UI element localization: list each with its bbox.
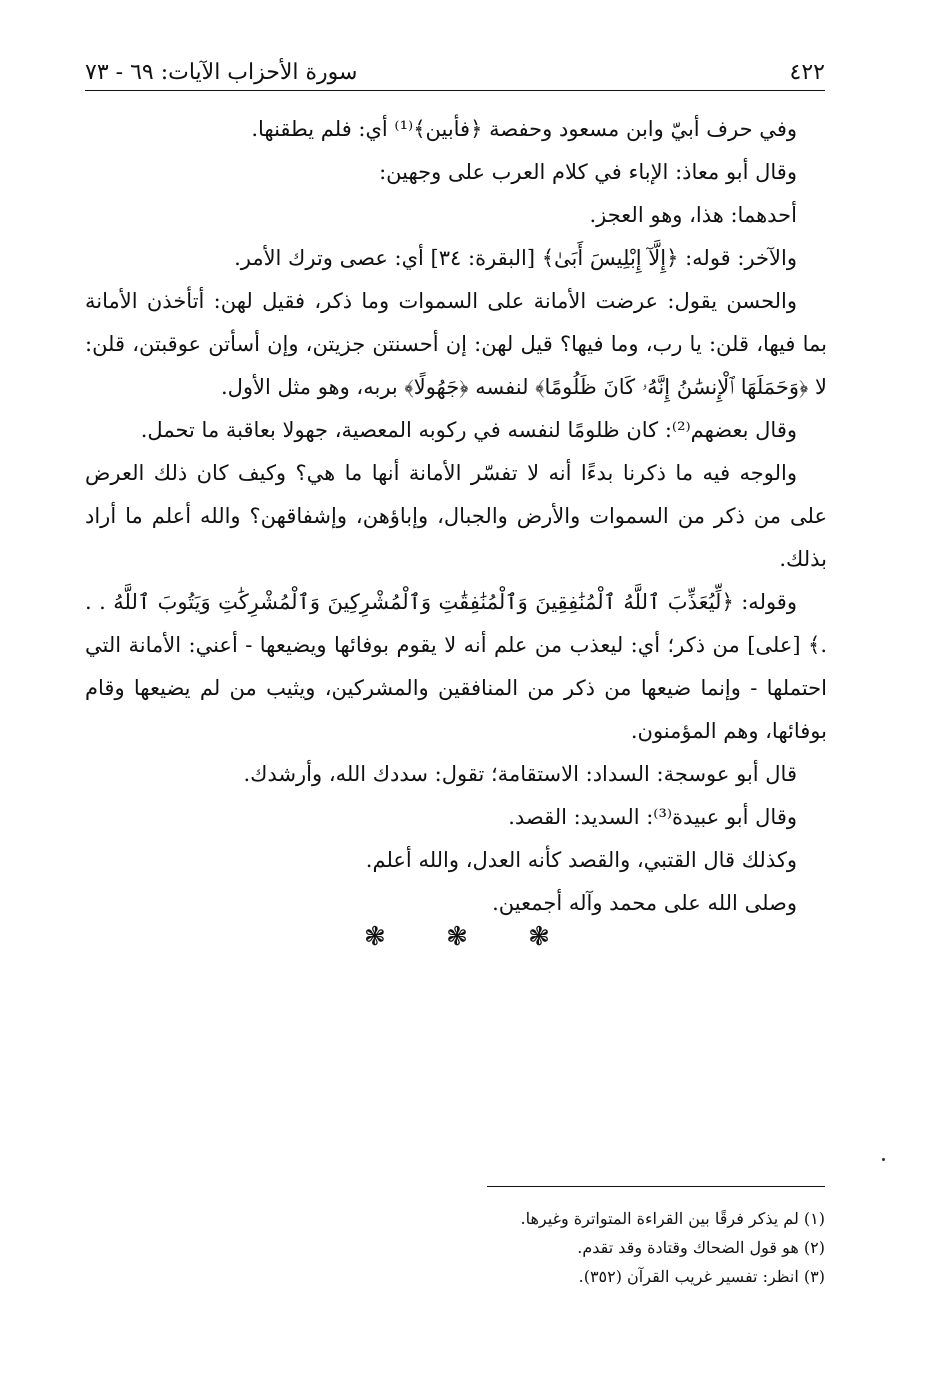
paragraph: وقال أبو معاذ: الإباء في كلام العرب على وجهين: [379, 160, 797, 184]
paragraph: والآخر: قوله: ﴿إِلَّآ إِبْلِيسَ أَبَىٰ﴾ [البقرة: ٣٤] أي: عصى وترك الأمر. [234, 246, 797, 270]
paragraph: والحسن يقول: عرضت الأمانة على السموات وما ذكر، فقيل لهن: أتأخذن الأمانة بما فيها، قلن: يا رب، وما فيها؟ قيل لهن: إن أحسنتن جزيتن، وإن أسأتن عوقبتن، قلن: لا ﴿وَحَمَلَهَا ٱلْإِنسَٰنُ إِنَّهُۥ كَانَ ظَلُومًا﴾ لنفسه ﴿جَهُولًا﴾ بربه، وهو مثل الأول. [85, 289, 827, 399]
footnote-item: (٢) هو قول الضحاك وقتادة وقد تقدم. [577, 1238, 825, 1257]
footnote-rule [487, 1186, 825, 1187]
page-header [85, 56, 825, 91]
paragraph: وفي حرف أبيّ وابن مسعود وحفصة ﴿فأبين﴾⁽¹⁾ أي: فلم يطقنها. [251, 117, 797, 141]
paragraph: وصلى الله على محمد وآله أجمعين. [492, 891, 797, 915]
speck [882, 1158, 885, 1161]
footnote-item: (٣) انظر: تفسير غريب القرآن (٣٥٢). [578, 1267, 825, 1286]
footnotes [440, 1204, 825, 1291]
paragraph: وقال أبو عبيدة⁽³⁾: السديد: القصد. [508, 805, 797, 829]
paragraph: أحدهما: هذا، وهو العجز. [589, 203, 797, 227]
running-title: سورة الأحزاب الآيات: ٦٩ - ٧٣ [85, 60, 358, 85]
footnote-item: (١) لم يذكر فرقًا بين القراءة المتواترة وغيرها. [520, 1209, 825, 1228]
paragraph: والوجه فيه ما ذكرنا بدءًا أنه لا تفسّر الأمانة أنها ما هي؟ وكيف كان ذلك العرض على من ذكر من السموات والأرض والجبال، وإباؤهن، وإشفاقهن؟ والله أعلم ما أراد بذلك. [85, 461, 827, 571]
paragraph: وقوله: ﴿لِّيُعَذِّبَ ٱللَّهُ ٱلْمُنَٰفِقِينَ وَٱلْمُنَٰفِقَٰتِ وَٱلْمُشْرِكِينَ وَٱلْمُشْرِكَٰتِ وَيَتُوبَ ٱللَّهُ . . .﴾ [على] من ذكر؛ أي: ليعذب من علم أنه لا يقوم بوفائها ويضيعها - أعني: الأمانة التي احتملها - وإنما ضيعها من ذكر من المنافقين والمشركين، ويثيب من لم يضيعها وقام بوفائها، وهم المؤمنون. [85, 590, 827, 743]
paragraph: وقال بعضهم⁽²⁾: كان ظلومًا لنفسه في ركوبه المعصية، جهولا بعاقبة ما تحمل. [140, 418, 797, 442]
paragraph: قال أبو عوسجة: السداد: الاستقامة؛ تقول: سددك الله، وأرشدك. [243, 762, 797, 786]
paragraph: وكذلك قال القتبي، والقصد كأنه العدل، والله أعلم. [365, 848, 797, 872]
main-text [85, 108, 827, 925]
section-separator: ❃ ❃ ❃ [364, 922, 576, 952]
page-number: ٤٢٢ [789, 60, 825, 85]
